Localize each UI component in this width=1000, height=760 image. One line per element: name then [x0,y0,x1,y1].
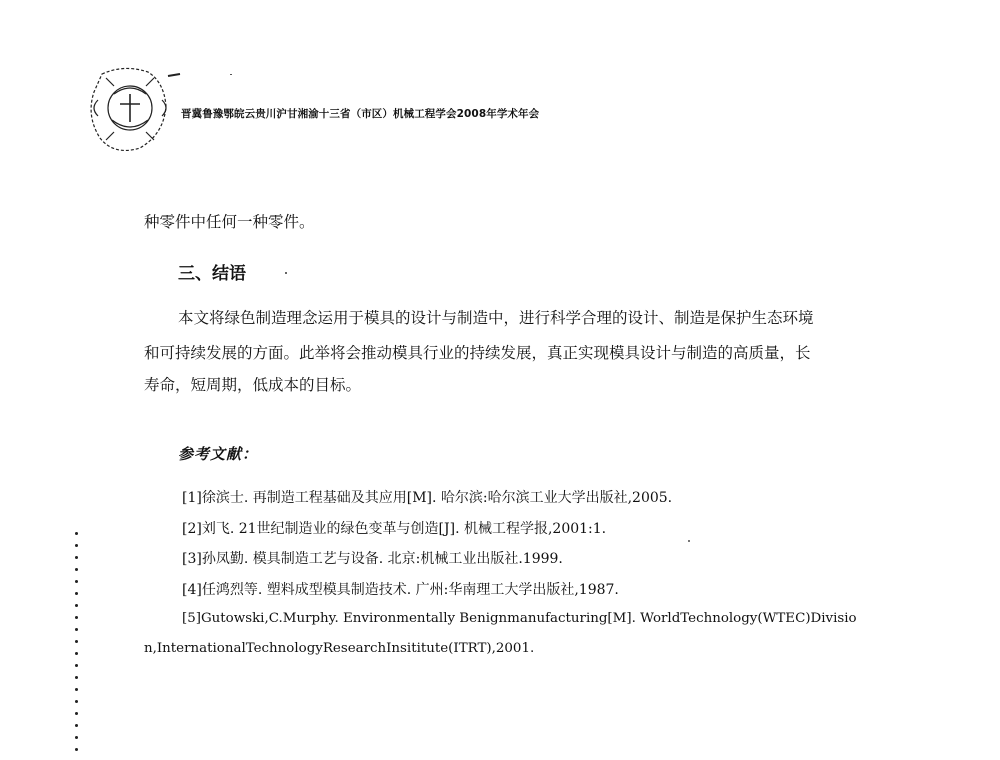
reference-item: n,InternationalTechnologyResearchInsititute(ITRT),2001. [144,641,535,656]
reference-item: [2]刘飞. 21世纪制造业的绿色变革与创造[J]. 机械工程学报,2001:1. [182,521,607,537]
margin-dotted-line [75,532,81,760]
paragraph-line: 寿命，短周期，低成本的目标。 [144,376,362,394]
references-title: 参考文献： [178,445,259,463]
reference-item: [5]Gutowski,C.Murphy. Environmentally Benignmanufacturing[M]. WorldTechnology(WTEC)Divisio [182,611,857,626]
section-heading: 三、结语 [178,264,246,284]
scan-speck [285,272,287,274]
reference-item: [1]徐滨士. 再制造工程基础及其应用[M]. 哈尔滨:哈尔滨工业大学出版社,2005. [182,490,673,506]
continuation-line: 种零件中任何一种零件。 [144,213,315,231]
conference-header: 晋冀鲁豫鄂皖云贵川沪甘湘渝十三省（市区）机械工程学会2008年学术年会 [181,108,540,120]
reference-item: [3]孙凤勤. 模具制造工艺与设备. 北京:机械工业出版社.1999. [182,551,563,567]
scan-speck [230,74,232,75]
paragraph-line: 和可持续发展的方面。此举将会推动模具行业的持续发展，真正实现模具设计与制造的高质量，长 [144,344,811,362]
reference-item: [4]任鸿烈等. 塑料成型模具制造技术. 广州:华南理工大学出版社,1987. [182,582,619,598]
scan-speck [688,540,690,542]
society-logo [84,64,184,154]
paragraph-line: 本文将绿色制造理念运用于模具的设计与制造中，进行科学合理的设计、制造是保护生态环境 [178,309,814,327]
